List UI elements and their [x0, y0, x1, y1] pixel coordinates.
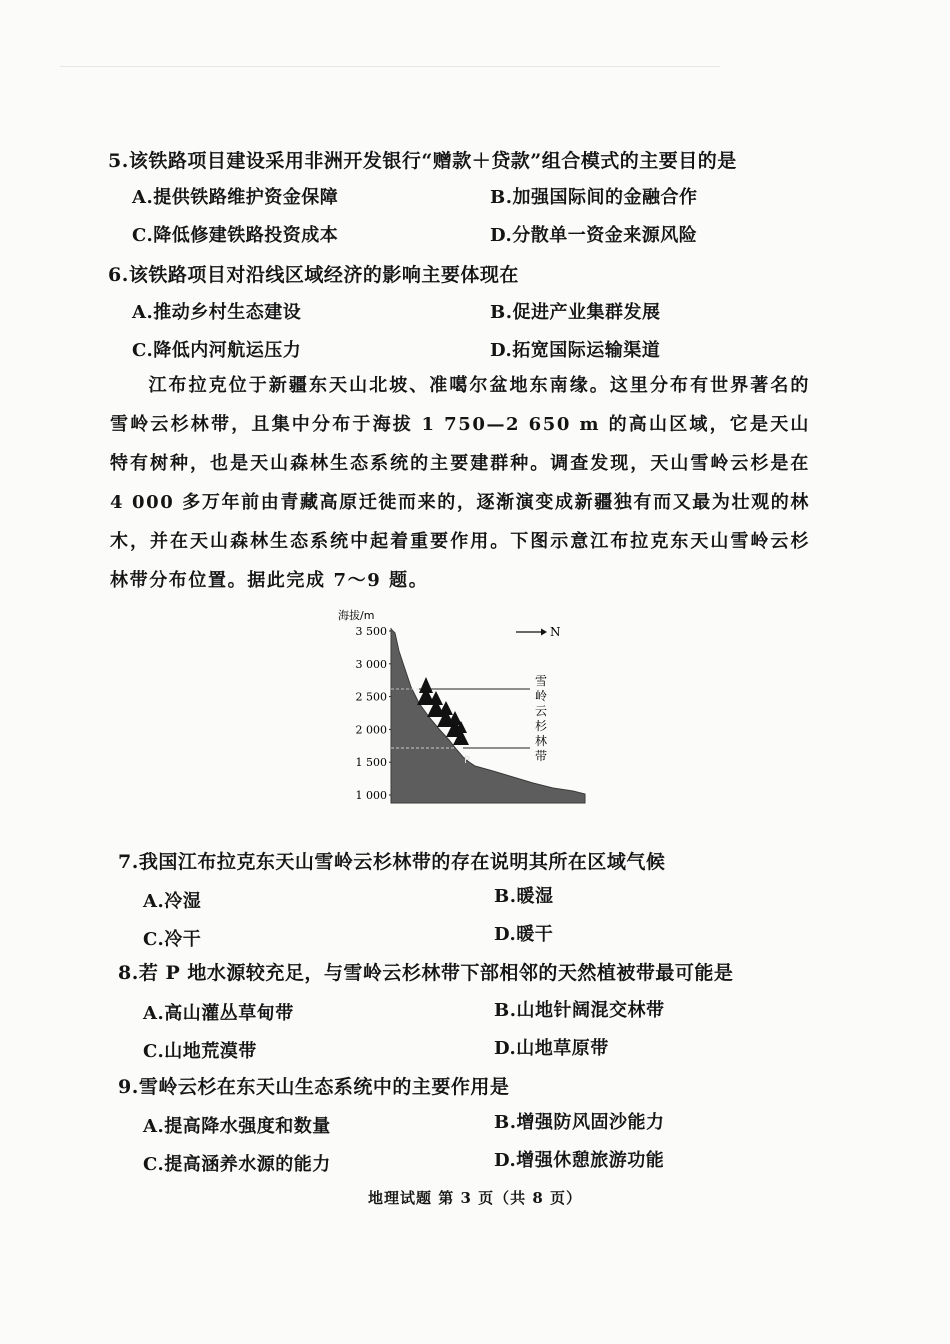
- y-tick-label: 3 500: [355, 625, 387, 638]
- question-8-option-c: C.山地荒漠带: [143, 1041, 257, 1062]
- y-tick-label: 2 000: [355, 723, 387, 737]
- band-label-char: 带: [535, 749, 548, 763]
- question-5-option-c: C.降低修建铁路投资成本: [132, 225, 339, 246]
- question-9-option-a: A.提高降水强度和数量: [143, 1116, 331, 1137]
- point-p-label: P: [464, 755, 471, 766]
- question-7-option-a: A.冷湿: [143, 891, 202, 912]
- reading-passage: [110, 366, 810, 600]
- question-5-stem: 5.该铁路项目建设采用非洲开发银行“赠款＋贷款”组合模式的主要目的是: [108, 150, 737, 172]
- question-9-option-d: D.增强休憩旅游功能: [494, 1150, 665, 1171]
- band-label-char: 杉: [535, 719, 548, 733]
- question-7-stem: 7.我国江布拉克东天山雪岭云杉林带的存在说明其所在区域气候: [118, 851, 666, 873]
- question-5-option-b: B.加强国际间的金融合作: [490, 187, 698, 208]
- band-label-char: 雪: [535, 674, 548, 688]
- north-arrow-icon: [541, 629, 547, 636]
- question-8-option-d: D.山地草原带: [494, 1038, 609, 1059]
- question-9-option-c: C.提高涵养水源的能力: [143, 1154, 331, 1175]
- spruce-belt-profile-figure: [333, 605, 603, 820]
- y-axis-label: 海拔/m: [338, 609, 375, 622]
- question-6-option-b: B.促进产业集群发展: [490, 302, 661, 323]
- question-8-option-b: B.山地针阔混交林带: [494, 1000, 665, 1021]
- question-7-option-c: C.冷干: [143, 929, 202, 950]
- y-tick-label: 1 000: [355, 789, 387, 802]
- y-tick-label: 3 000: [355, 657, 387, 671]
- band-label: [535, 674, 547, 763]
- question-7-option-d: D.暖干: [494, 924, 554, 945]
- y-tick-label: 1 500: [355, 756, 387, 770]
- page-footer: 地理试题 第 3 页（共 8 页）: [368, 1189, 582, 1207]
- top-rule: [60, 66, 720, 67]
- north-label: N: [550, 625, 561, 639]
- question-6-option-a: A.推动乡村生态建设: [132, 302, 302, 323]
- mountain-slope: [391, 629, 585, 803]
- question-6-option-c: C.降低内河航运压力: [132, 340, 302, 361]
- question-6-option-d: D.拓宽国际运输渠道: [490, 340, 661, 361]
- question-7-option-b: B.暖湿: [494, 886, 554, 907]
- question-5-option-a: A.提供铁路维护资金保障: [132, 187, 339, 208]
- question-9-stem: 9.雪岭云杉在东天山生态系统中的主要作用是: [118, 1076, 510, 1098]
- question-8-option-a: A.高山灌丛草甸带: [143, 1003, 294, 1024]
- question-6-stem: 6.该铁路项目对沿线区域经济的影响主要体现在: [108, 264, 519, 286]
- question-8-stem: 8.若 P 地水源较充足，与雪岭云杉林带下部相邻的天然植被带最可能是: [118, 962, 734, 984]
- band-label-char: 岭: [535, 689, 548, 703]
- band-label-char: 林: [535, 734, 548, 748]
- band-label-char: 云: [535, 704, 548, 718]
- y-axis-ticks: [356, 625, 394, 802]
- question-5-option-d: D.分散单一资金来源风险: [490, 225, 698, 246]
- question-9-option-b: B.增强防风固沙能力: [494, 1112, 665, 1133]
- passage-text: 江布拉克位于新疆东天山北坡、准噶尔盆地东南缘。这里分布有世界著名的雪岭云杉林带，且集中分布于海拔 1 750—2 650 m 的高山区域，它是天山特有树种，也是天山森林生态系统的主要建群种。调查发现，天山雪岭云杉是在 4 000 多万年前由青藏高原迁徙而来的，逐渐演变成新疆独有而又最为壮观的林木，并在天山森林生态系统中起着重要作用。下图示意江布拉克东天山雪岭云杉林带分布位置。据此完成 7～9 题。: [110, 375, 810, 591]
- y-tick-label: 2 500: [355, 690, 387, 704]
